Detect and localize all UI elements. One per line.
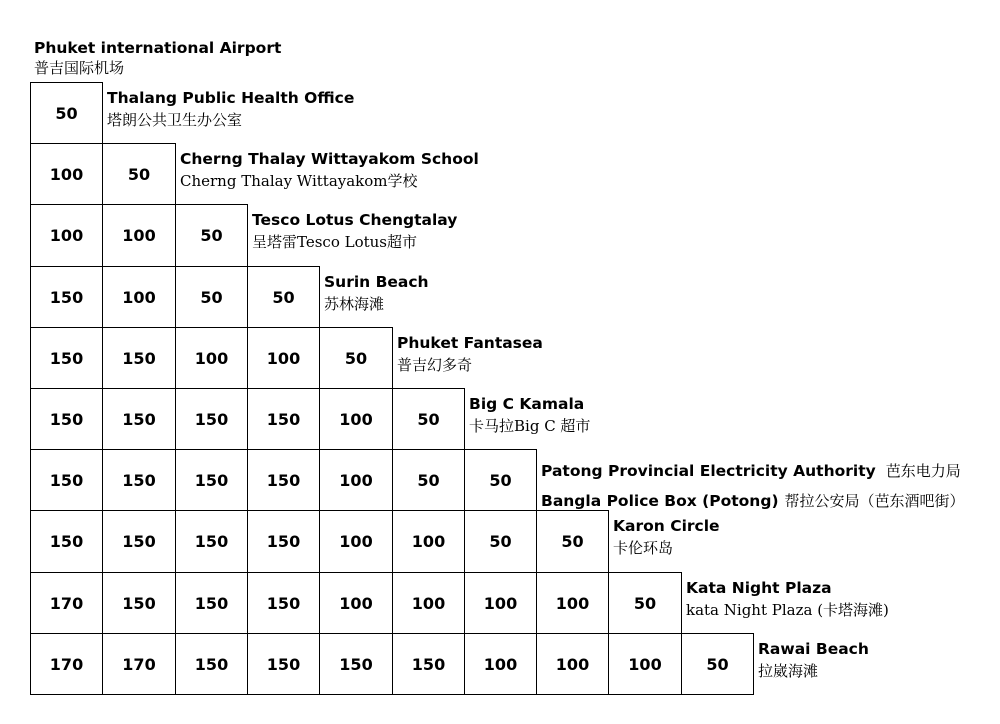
stop-label <box>252 210 457 252</box>
stop-name-zh: kata Night Plaza (卡塔海滩) <box>686 601 889 619</box>
fare-cell: 100 <box>464 633 537 695</box>
stop-name-en: Bangla Police Box (Potong) <box>541 492 779 510</box>
stop-name-en: Kata Night Plaza <box>686 579 832 597</box>
fare-cell: 150 <box>175 572 248 634</box>
stop-name-zh: 普吉幻多奇 <box>397 356 473 374</box>
stop-label <box>324 272 429 314</box>
fare-cell: 50 <box>464 510 537 573</box>
stop-label <box>613 516 720 558</box>
stop-label <box>397 333 543 375</box>
stop-name-zh: Cherng Thalay Wittayakom学校 <box>180 172 418 190</box>
fare-cell: 100 <box>30 143 103 205</box>
stop-name-en: Karon Circle <box>613 517 720 535</box>
fare-cell: 100 <box>608 633 682 695</box>
stop-name-zh: 帮拉公安局（芭东酒吧街） <box>784 492 965 510</box>
fare-cell: 100 <box>247 327 320 389</box>
fare-cell: 150 <box>30 327 103 389</box>
stop-label <box>107 88 354 130</box>
fare-cell: 150 <box>319 633 393 695</box>
stop-name-zh: 塔朗公共卫生办公室 <box>107 111 243 129</box>
fare-cell: 100 <box>464 572 537 634</box>
fare-cell: 150 <box>102 388 176 450</box>
fare-cell: 50 <box>247 266 320 328</box>
fare-cell: 150 <box>102 327 176 389</box>
stop-name-en: Phuket Fantasea <box>397 334 543 352</box>
fare-cell: 150 <box>102 572 176 634</box>
fare-cell: 50 <box>536 510 609 573</box>
stop-name-zh: 卡伦环岛 <box>613 539 674 557</box>
fare-cell: 100 <box>175 327 248 389</box>
fare-cell: 100 <box>319 510 393 573</box>
fare-cell: 50 <box>175 204 248 267</box>
fare-cell: 150 <box>30 266 103 328</box>
stop-name-zh: 卡马拉Big C 超市 <box>469 417 591 435</box>
origin-label <box>34 38 281 78</box>
fare-cell: 50 <box>608 572 682 634</box>
fare-cell: 150 <box>392 633 465 695</box>
fare-cell: 100 <box>319 388 393 450</box>
stop-label <box>758 639 869 681</box>
fare-cell: 100 <box>536 633 609 695</box>
fare-cell: 150 <box>30 449 103 511</box>
fare-cell: 170 <box>102 633 176 695</box>
fare-cell: 50 <box>30 82 103 144</box>
stop-name-en: Tesco Lotus Chengtalay <box>252 211 458 229</box>
fare-cell: 100 <box>319 449 393 511</box>
fare-cell: 150 <box>247 510 320 573</box>
fare-cell: 50 <box>392 388 465 450</box>
fare-cell: 150 <box>102 449 176 511</box>
stop-name-zh: 苏林海滩 <box>324 295 385 313</box>
fare-cell: 150 <box>247 633 320 695</box>
fare-cell: 150 <box>30 388 103 450</box>
stop-name-en: Thalang Public Health Office <box>107 89 355 107</box>
fare-cell: 150 <box>175 388 248 450</box>
stop-name-zh: 拉崴海滩 <box>758 662 819 680</box>
fare-cell: 100 <box>30 204 103 267</box>
fare-cell: 150 <box>247 449 320 511</box>
fare-cell: 50 <box>681 633 754 695</box>
fare-cell: 150 <box>175 510 248 573</box>
stop-line <box>541 457 965 485</box>
fare-cell: 50 <box>175 266 248 328</box>
fare-cell: 150 <box>247 388 320 450</box>
stop-name-en: Patong Provincial Electricity Authority <box>541 462 876 480</box>
fare-cell: 150 <box>30 510 103 573</box>
fare-cell: 100 <box>319 572 393 634</box>
fare-cell: 100 <box>536 572 609 634</box>
fare-cell: 100 <box>392 510 465 573</box>
stop-label <box>541 457 965 515</box>
fare-cell: 170 <box>30 572 103 634</box>
fare-cell: 100 <box>102 204 176 267</box>
fare-cell: 170 <box>30 633 103 695</box>
fare-cell: 50 <box>392 449 465 511</box>
stop-name-en: Surin Beach <box>324 273 429 291</box>
stop-label <box>686 578 889 620</box>
stop-name-en: Rawai Beach <box>758 640 869 658</box>
stop-name-en: Big C Kamala <box>469 395 585 413</box>
origin-name-zh: 普吉国际机场 <box>34 59 125 77</box>
fare-cell: 150 <box>247 572 320 634</box>
fare-cell: 150 <box>102 510 176 573</box>
fare-cell: 50 <box>319 327 393 389</box>
origin-name-en: Phuket international Airport <box>34 39 282 57</box>
stop-name-zh: 芭东电力局 <box>885 462 961 480</box>
stop-name-zh: 呈塔雷Tesco Lotus超市 <box>252 233 417 251</box>
fare-cell: 150 <box>175 449 248 511</box>
fare-cell: 100 <box>392 572 465 634</box>
stop-label <box>180 149 479 191</box>
stop-label <box>469 394 590 436</box>
fare-cell: 150 <box>175 633 248 695</box>
fare-cell: 50 <box>102 143 176 205</box>
stop-name-en: Cherng Thalay Wittayakom School <box>180 150 479 168</box>
fare-cell: 100 <box>102 266 176 328</box>
fare-cell: 50 <box>464 449 537 511</box>
